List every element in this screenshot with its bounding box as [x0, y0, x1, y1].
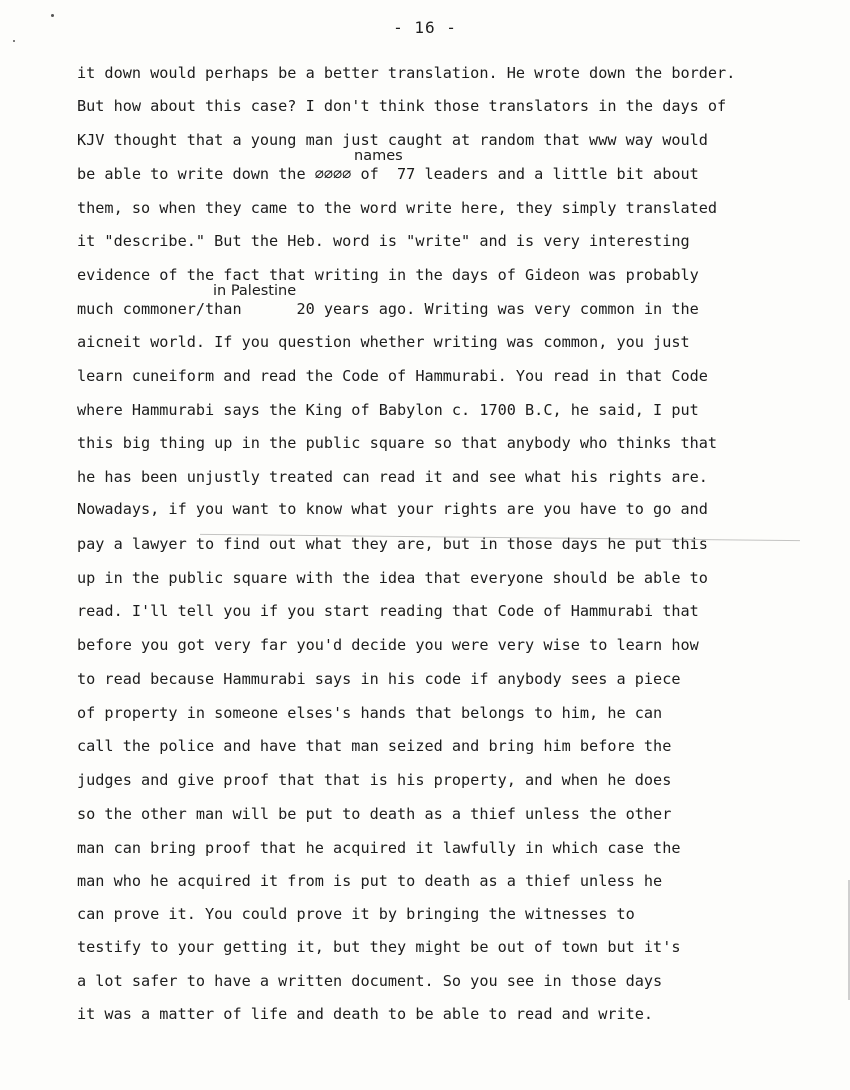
- text-line: to read because Hammurabi says in his code if anybody sees a piece: [77, 670, 681, 688]
- text-line: evidence of the fact that writing in the days of Gideon was probably: [77, 266, 699, 284]
- text-line: he has been unjustly treated can read it and see what his rights are.: [77, 468, 708, 486]
- scan-speck: [51, 14, 54, 17]
- text-line: learn cuneiform and read the Code of Hammurabi. You read in that Code: [77, 367, 708, 385]
- text-line: where Hammurabi says the King of Babylon c. 1700 B.C, he said, I put: [77, 401, 699, 419]
- page-number: - 16 -: [393, 18, 457, 37]
- text-line: be able to write down the ∅∅∅∅ of 77 leaders and a little bit about: [77, 165, 699, 183]
- text-line: call the police and have that man seized and bring him before the: [77, 737, 672, 755]
- text-line: Nowadays, if you want to know what your rights are you have to go and: [77, 500, 708, 518]
- text-line: up in the public square with the idea that everyone should be able to: [77, 569, 708, 587]
- text-line: man can bring proof that he acquired it lawfully in which case the: [77, 839, 681, 857]
- scan-speck: [13, 40, 15, 42]
- insertion-names: names: [354, 148, 403, 164]
- text-line: before you got very far you'd decide you were very wise to learn how: [77, 636, 699, 654]
- text-line: can prove it. You could prove it by bringing the witnesses to: [77, 905, 635, 923]
- text-line: of property in someone elses's hands that belongs to him, he can: [77, 704, 663, 722]
- text-line: it "describe." But the Heb. word is "write" and is very interesting: [77, 232, 690, 250]
- text-line: KJV thought that a young man just caught at random that www way would: [77, 131, 708, 149]
- text-line: read. I'll tell you if you start reading that Code of Hammurabi that: [77, 602, 699, 620]
- text-line: them, so when they came to the word write here, they simply translated: [77, 199, 718, 217]
- text-line: pay a lawyer to find out what they are, but in those days he put this: [77, 535, 708, 553]
- text-line: But how about this case? I don't think those translators in the days of: [77, 97, 727, 115]
- text-line: so the other man will be put to death as a thief unless the other: [77, 805, 672, 823]
- text-line: it was a matter of life and death to be able to read and write.: [77, 1005, 654, 1023]
- text-line: testify to your getting it, but they might be out of town but it's: [77, 938, 681, 956]
- text-line: much commoner/than 20 years ago. Writing was very common in the: [77, 300, 699, 318]
- text-line: man who he acquired it from is put to death as a thief unless he: [77, 872, 663, 890]
- text-line: this big thing up in the public square so that anybody who thinks that: [77, 434, 718, 452]
- text-line: a lot safer to have a written document. So you see in those days: [77, 972, 663, 990]
- insertion-in-palestine: in Palestine: [213, 283, 297, 299]
- text-line: it down would perhaps be a better translation. He wrote down the border.: [77, 64, 736, 82]
- text-line: judges and give proof that that is his property, and when he does: [77, 771, 672, 789]
- text-line: aicneit world. If you question whether writing was common, you just: [77, 333, 690, 351]
